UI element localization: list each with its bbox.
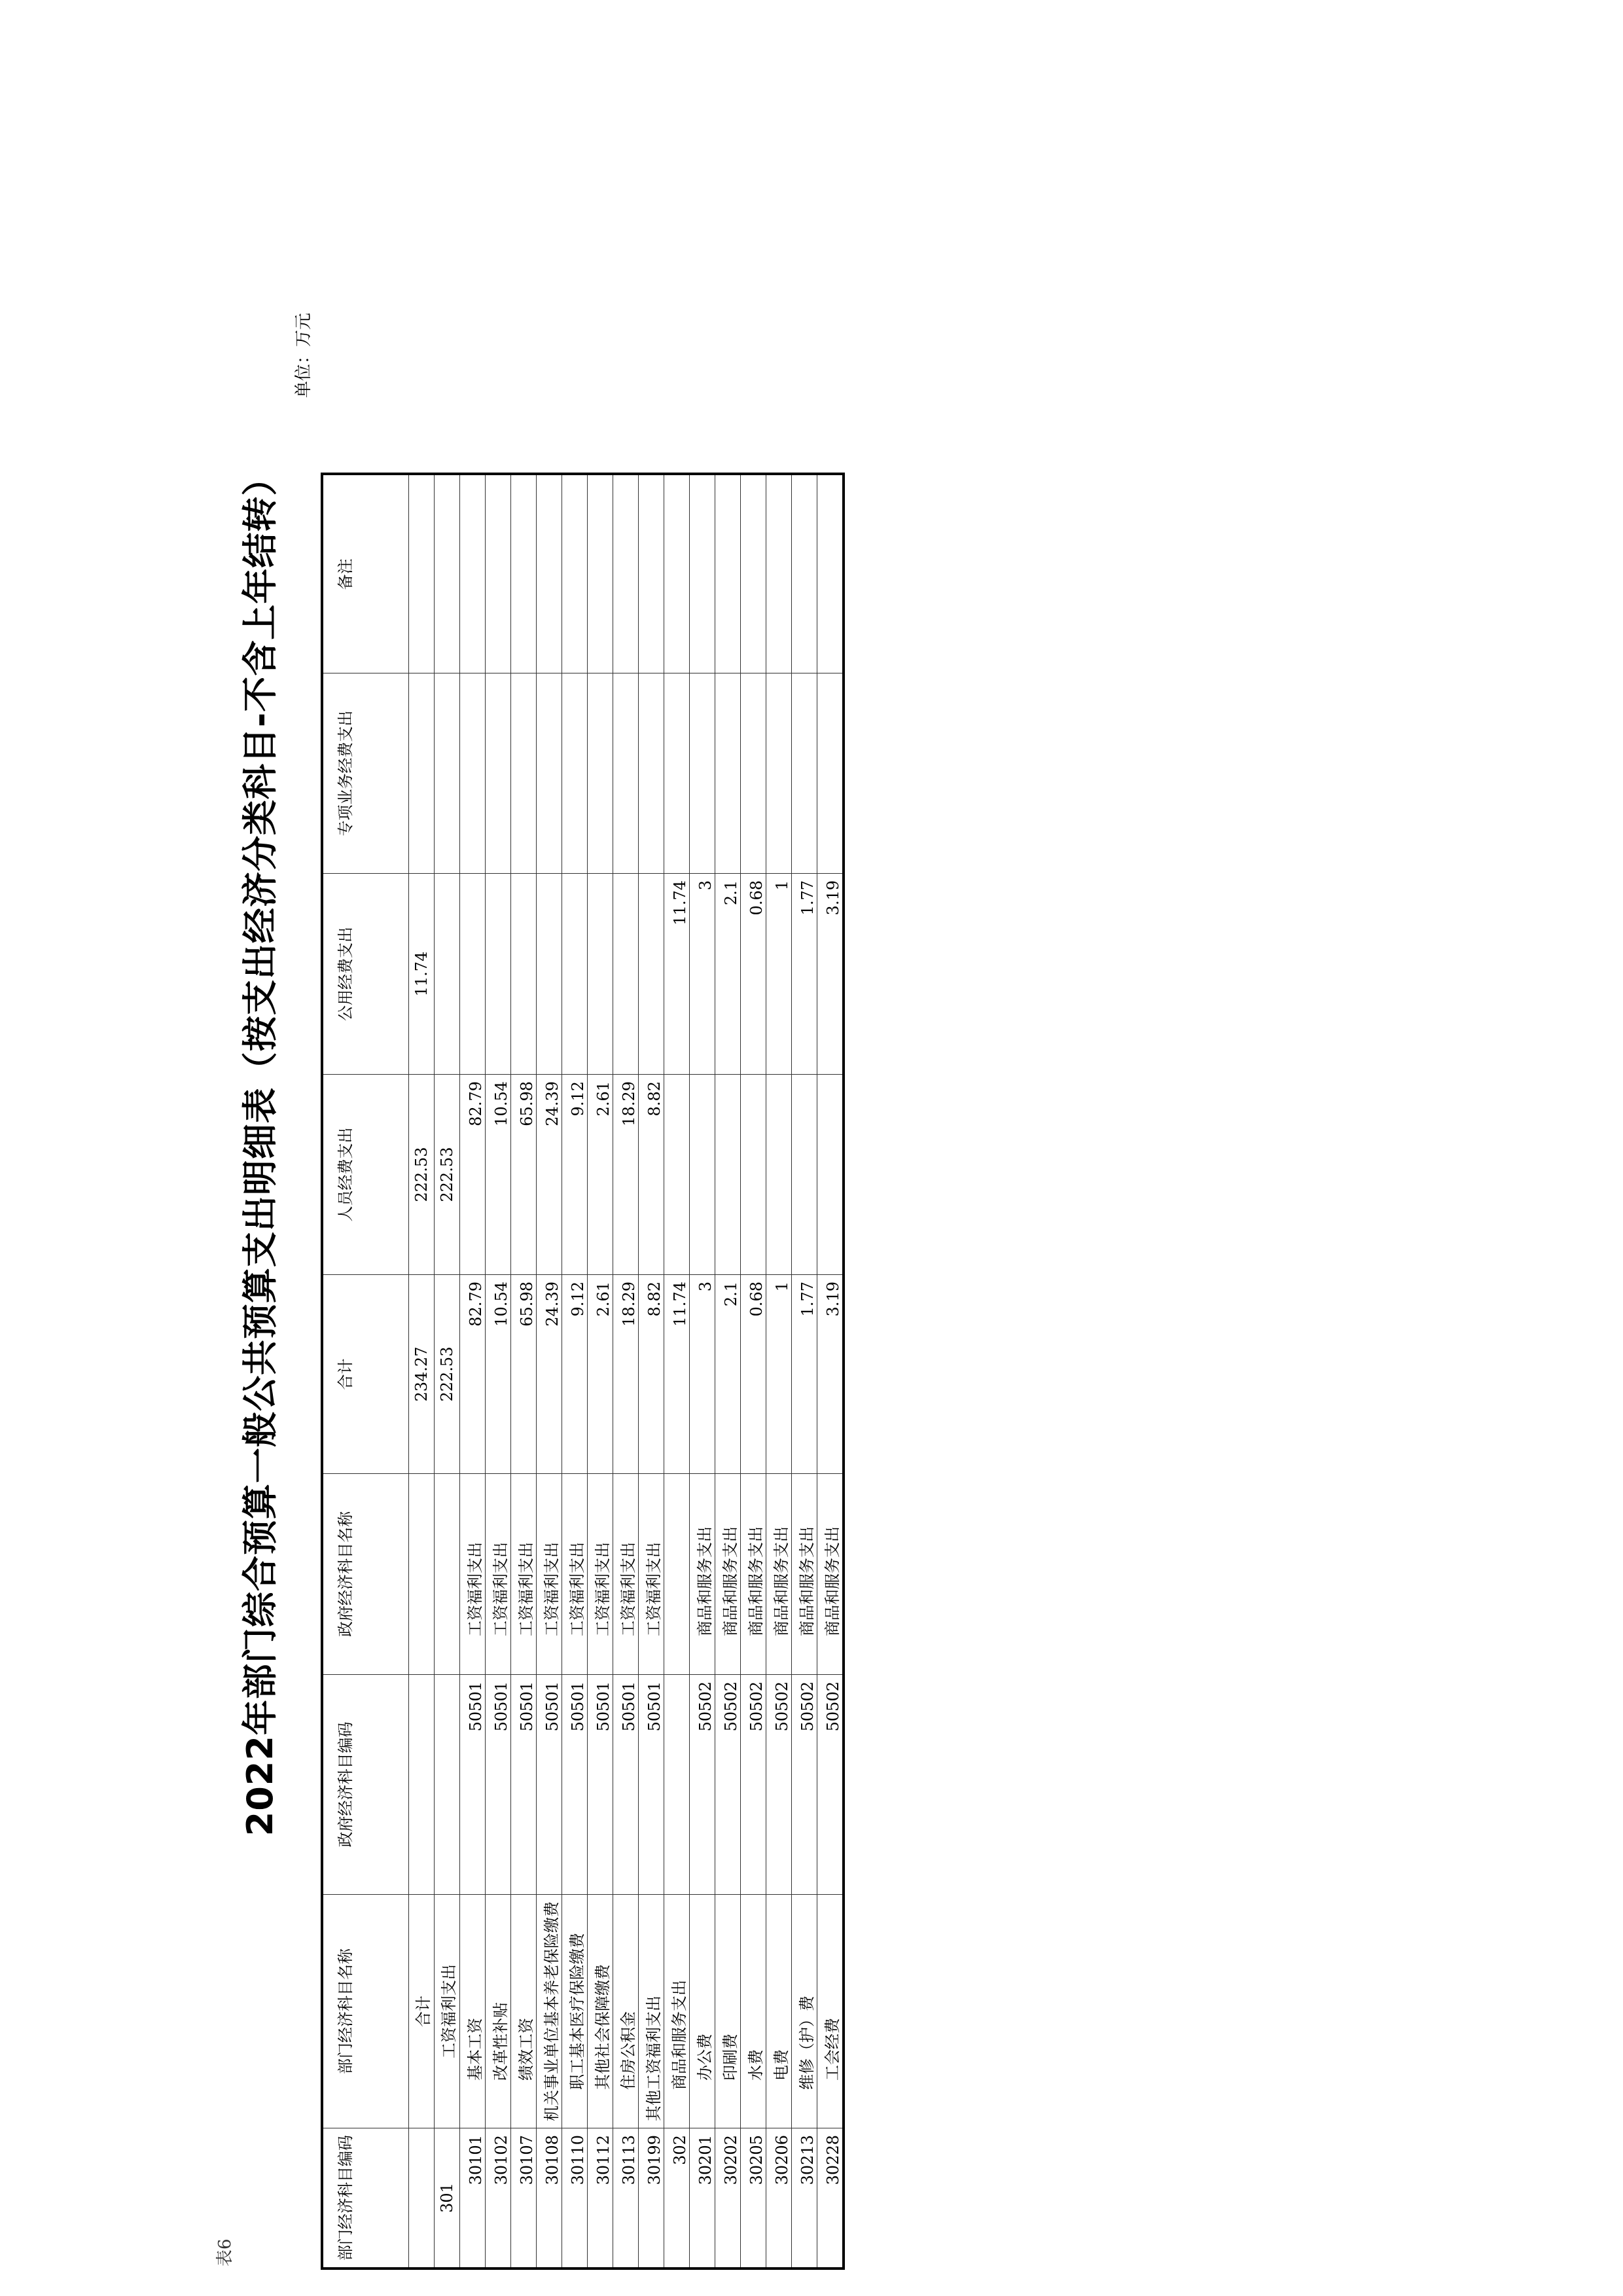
cell-total: 24.39: [537, 1275, 562, 1474]
cell-special: [639, 673, 664, 874]
cell-gov-name: 工资福利支出: [460, 1474, 486, 1675]
cell-public: 1: [766, 874, 792, 1075]
cell-special: [613, 673, 639, 874]
cell-dept-name: 工会经费: [817, 1895, 844, 2128]
cell-personnel: 222.53: [435, 1075, 460, 1275]
cell-gov-name: 商品和服务支出: [690, 1474, 715, 1675]
header-dept-code: 部门经济科目编码: [322, 2128, 409, 2269]
cell-personnel: 18.29: [613, 1075, 639, 1275]
cell-personnel: [664, 1075, 690, 1275]
cell-total: 3: [690, 1275, 715, 1474]
budget-expenditure-table: [321, 473, 845, 2270]
page-title: 2022年部门综合预算一般公共预算支出明细表（按支出经济分类科目-不含上年结转）: [240, 459, 281, 1837]
cell-total: 222.53: [435, 1275, 460, 1474]
cell-special: [766, 673, 792, 874]
table-row: [639, 475, 664, 2269]
cell-public: [639, 874, 664, 1075]
cell-special: [562, 673, 588, 874]
table-row: [766, 475, 792, 2269]
cell-gov-code: 50502: [715, 1675, 741, 1895]
cell-personnel: 24.39: [537, 1075, 562, 1275]
cell-dept-code: 30112: [588, 2128, 613, 2269]
cell-personnel: [741, 1075, 766, 1275]
cell-dept-code: 30228: [817, 2128, 844, 2269]
cell-dept-name: 办公费: [690, 1895, 715, 2128]
cell-total: 11.74: [664, 1275, 690, 1474]
cell-public: [435, 874, 460, 1075]
cell-dept-name: 商品和服务支出: [664, 1895, 690, 2128]
cell-personnel: [715, 1075, 741, 1275]
cell-dept-code: 30101: [460, 2128, 486, 2269]
header-gov-code: 政府经济科目编码: [322, 1675, 409, 1895]
cell-personnel: [766, 1075, 792, 1275]
table-row: [460, 475, 486, 2269]
table-row: [435, 475, 460, 2269]
cell-personnel: 8.82: [639, 1075, 664, 1275]
cell-note: [639, 475, 664, 673]
total-personnel: 222.53: [409, 1075, 435, 1275]
cell-note: [409, 475, 435, 673]
cell-dept-code: 302: [664, 2128, 690, 2269]
table-row: [537, 475, 562, 2269]
header-personnel: 人员经费支出: [322, 1075, 409, 1275]
header-total: 合计: [322, 1275, 409, 1474]
table-row: [613, 475, 639, 2269]
cell-public: 1.77: [792, 874, 817, 1075]
header-gov-name: 政府经济科目名称: [322, 1474, 409, 1675]
cell-dept-code: 30205: [741, 2128, 766, 2269]
cell-public: [486, 874, 511, 1075]
cell-special: [409, 673, 435, 874]
cell-gov-code: 50501: [588, 1675, 613, 1895]
cell-gov-code: [409, 1675, 435, 1895]
cell-public: [588, 874, 613, 1075]
cell-note: [435, 475, 460, 673]
cell-dept-code: 30108: [537, 2128, 562, 2269]
cell-total: 9.12: [562, 1275, 588, 1474]
cell-dept-name: 工资福利支出: [435, 1895, 460, 2128]
cell-note: [588, 475, 613, 673]
cell-dept-code: 30199: [639, 2128, 664, 2269]
cell-total: 2.61: [588, 1275, 613, 1474]
table-row: [486, 475, 511, 2269]
cell-public: 2.1: [715, 874, 741, 1075]
cell-gov-code: 50502: [690, 1675, 715, 1895]
cell-note: [715, 475, 741, 673]
cell-dept-code: [409, 2128, 435, 2269]
table-row: [741, 475, 766, 2269]
cell-special: [741, 673, 766, 874]
cell-dept-name: 水费: [741, 1895, 766, 2128]
cell-personnel: [792, 1075, 817, 1275]
cell-gov-name: 工资福利支出: [613, 1474, 639, 1675]
cell-gov-code: 50501: [537, 1675, 562, 1895]
cell-gov-code: 50502: [766, 1675, 792, 1895]
cell-dept-name: 机关事业单位基本养老保险缴费: [537, 1895, 562, 2128]
total-amount: 234.27: [409, 1275, 435, 1474]
cell-public: [537, 874, 562, 1075]
cell-dept-code: 30110: [562, 2128, 588, 2269]
cell-special: [537, 673, 562, 874]
cell-note: [792, 475, 817, 673]
cell-dept-code: 30107: [511, 2128, 537, 2269]
cell-public: [562, 874, 588, 1075]
cell-gov-name: 工资福利支出: [562, 1474, 588, 1675]
cell-gov-name: 工资福利支出: [639, 1474, 664, 1675]
cell-public: 11.74: [664, 874, 690, 1075]
cell-dept-name: 维修（护）费: [792, 1895, 817, 2128]
header-public: 公用经费支出: [322, 874, 409, 1075]
cell-public: [460, 874, 486, 1075]
cell-gov-code: 50501: [639, 1675, 664, 1895]
cell-public: [613, 874, 639, 1075]
cell-dept-code: 30102: [486, 2128, 511, 2269]
header-dept-name: 部门经济科目名称: [322, 1895, 409, 2128]
cell-gov-code: 50502: [817, 1675, 844, 1895]
cell-gov-code: [664, 1675, 690, 1895]
table-row: [792, 475, 817, 2269]
cell-total: 0.68: [741, 1275, 766, 1474]
cell-gov-name: 商品和服务支出: [817, 1474, 844, 1675]
cell-gov-code: 50501: [486, 1675, 511, 1895]
table-row: [588, 475, 613, 2269]
header-special: 专项业务经费支出: [322, 673, 409, 874]
cell-personnel: 2.61: [588, 1075, 613, 1275]
cell-total: 8.82: [639, 1275, 664, 1474]
cell-dept-code: 30113: [613, 2128, 639, 2269]
cell-gov-code: 50501: [562, 1675, 588, 1895]
cell-special: [435, 673, 460, 874]
cell-public: 0.68: [741, 874, 766, 1075]
cell-special: [817, 673, 844, 874]
header-note: 备注: [322, 475, 409, 673]
cell-total: 2.1: [715, 1275, 741, 1474]
cell-gov-name: [409, 1474, 435, 1675]
table-number-note: 表6: [215, 2238, 235, 2267]
cell-personnel: [817, 1075, 844, 1275]
cell-gov-name: 工资福利支出: [511, 1474, 537, 1675]
total-public: 11.74: [409, 874, 435, 1075]
cell-note: [664, 475, 690, 673]
cell-personnel: [690, 1075, 715, 1275]
cell-dept-code: 30206: [766, 2128, 792, 2269]
cell-dept-name: 电费: [766, 1895, 792, 2128]
cell-special: [690, 673, 715, 874]
cell-dept-name: 印刷费: [715, 1895, 741, 2128]
cell-dept-name: 其他工资福利支出: [639, 1895, 664, 2128]
cell-dept-code: 301: [435, 2128, 460, 2269]
cell-note: [486, 475, 511, 673]
cell-personnel: 82.79: [460, 1075, 486, 1275]
cell-gov-code: 50501: [511, 1675, 537, 1895]
cell-note: [766, 475, 792, 673]
cell-note: [690, 475, 715, 673]
cell-special: [792, 673, 817, 874]
cell-total: 10.54: [486, 1275, 511, 1474]
cell-note: [817, 475, 844, 673]
table-header-row: [322, 475, 409, 2269]
cell-total: 3.19: [817, 1275, 844, 1474]
cell-special: [486, 673, 511, 874]
cell-gov-name: [664, 1474, 690, 1675]
cell-note: [511, 475, 537, 673]
table-row: [817, 475, 844, 2269]
cell-note: [460, 475, 486, 673]
cell-note: [741, 475, 766, 673]
cell-special: [664, 673, 690, 874]
cell-total: 65.98: [511, 1275, 537, 1474]
cell-gov-code: [435, 1675, 460, 1895]
cell-gov-name: 商品和服务支出: [766, 1474, 792, 1675]
cell-total: 1: [766, 1275, 792, 1474]
cell-gov-name: 工资福利支出: [486, 1474, 511, 1675]
cell-dept-code: 30213: [792, 2128, 817, 2269]
cell-note: [537, 475, 562, 673]
cell-dept-name: 改革性补贴: [486, 1895, 511, 2128]
cell-special: [511, 673, 537, 874]
cell-gov-name: 商品和服务支出: [715, 1474, 741, 1675]
cell-dept-name: 其他社会保障缴费: [588, 1895, 613, 2128]
cell-gov-name: 商品和服务支出: [741, 1474, 766, 1675]
cell-note: [562, 475, 588, 673]
cell-gov-code: 50501: [613, 1675, 639, 1895]
cell-gov-name: 商品和服务支出: [792, 1474, 817, 1675]
unit-label: 单位：万元: [294, 312, 313, 398]
cell-dept-name: 职工基本医疗保险缴费: [562, 1895, 588, 2128]
cell-gov-name: 工资福利支出: [537, 1474, 562, 1675]
cell-dept-code: 30201: [690, 2128, 715, 2269]
cell-public: [511, 874, 537, 1075]
total-label: 合计: [409, 1895, 435, 2128]
cell-personnel: 10.54: [486, 1075, 511, 1275]
cell-public: 3.19: [817, 874, 844, 1075]
cell-dept-name: 住房公积金: [613, 1895, 639, 2128]
cell-note: [613, 475, 639, 673]
cell-special: [588, 673, 613, 874]
cell-total: 82.79: [460, 1275, 486, 1474]
cell-total: 18.29: [613, 1275, 639, 1474]
table-row: [715, 475, 741, 2269]
cell-total: 1.77: [792, 1275, 817, 1474]
cell-gov-name: [435, 1474, 460, 1675]
cell-gov-code: 50502: [741, 1675, 766, 1895]
cell-special: [715, 673, 741, 874]
cell-special: [460, 673, 486, 874]
table-row: [690, 475, 715, 2269]
table-row: [562, 475, 588, 2269]
cell-dept-name: 绩效工资: [511, 1895, 537, 2128]
cell-personnel: 65.98: [511, 1075, 537, 1275]
cell-dept-name: 基本工资: [460, 1895, 486, 2128]
cell-gov-code: 50502: [792, 1675, 817, 1895]
table-row: [664, 475, 690, 2269]
table-row: [511, 475, 537, 2269]
cell-personnel: 9.12: [562, 1075, 588, 1275]
cell-dept-code: 30202: [715, 2128, 741, 2269]
cell-gov-name: 工资福利支出: [588, 1474, 613, 1675]
total-row: [409, 475, 435, 2269]
cell-public: 3: [690, 874, 715, 1075]
cell-gov-code: 50501: [460, 1675, 486, 1895]
